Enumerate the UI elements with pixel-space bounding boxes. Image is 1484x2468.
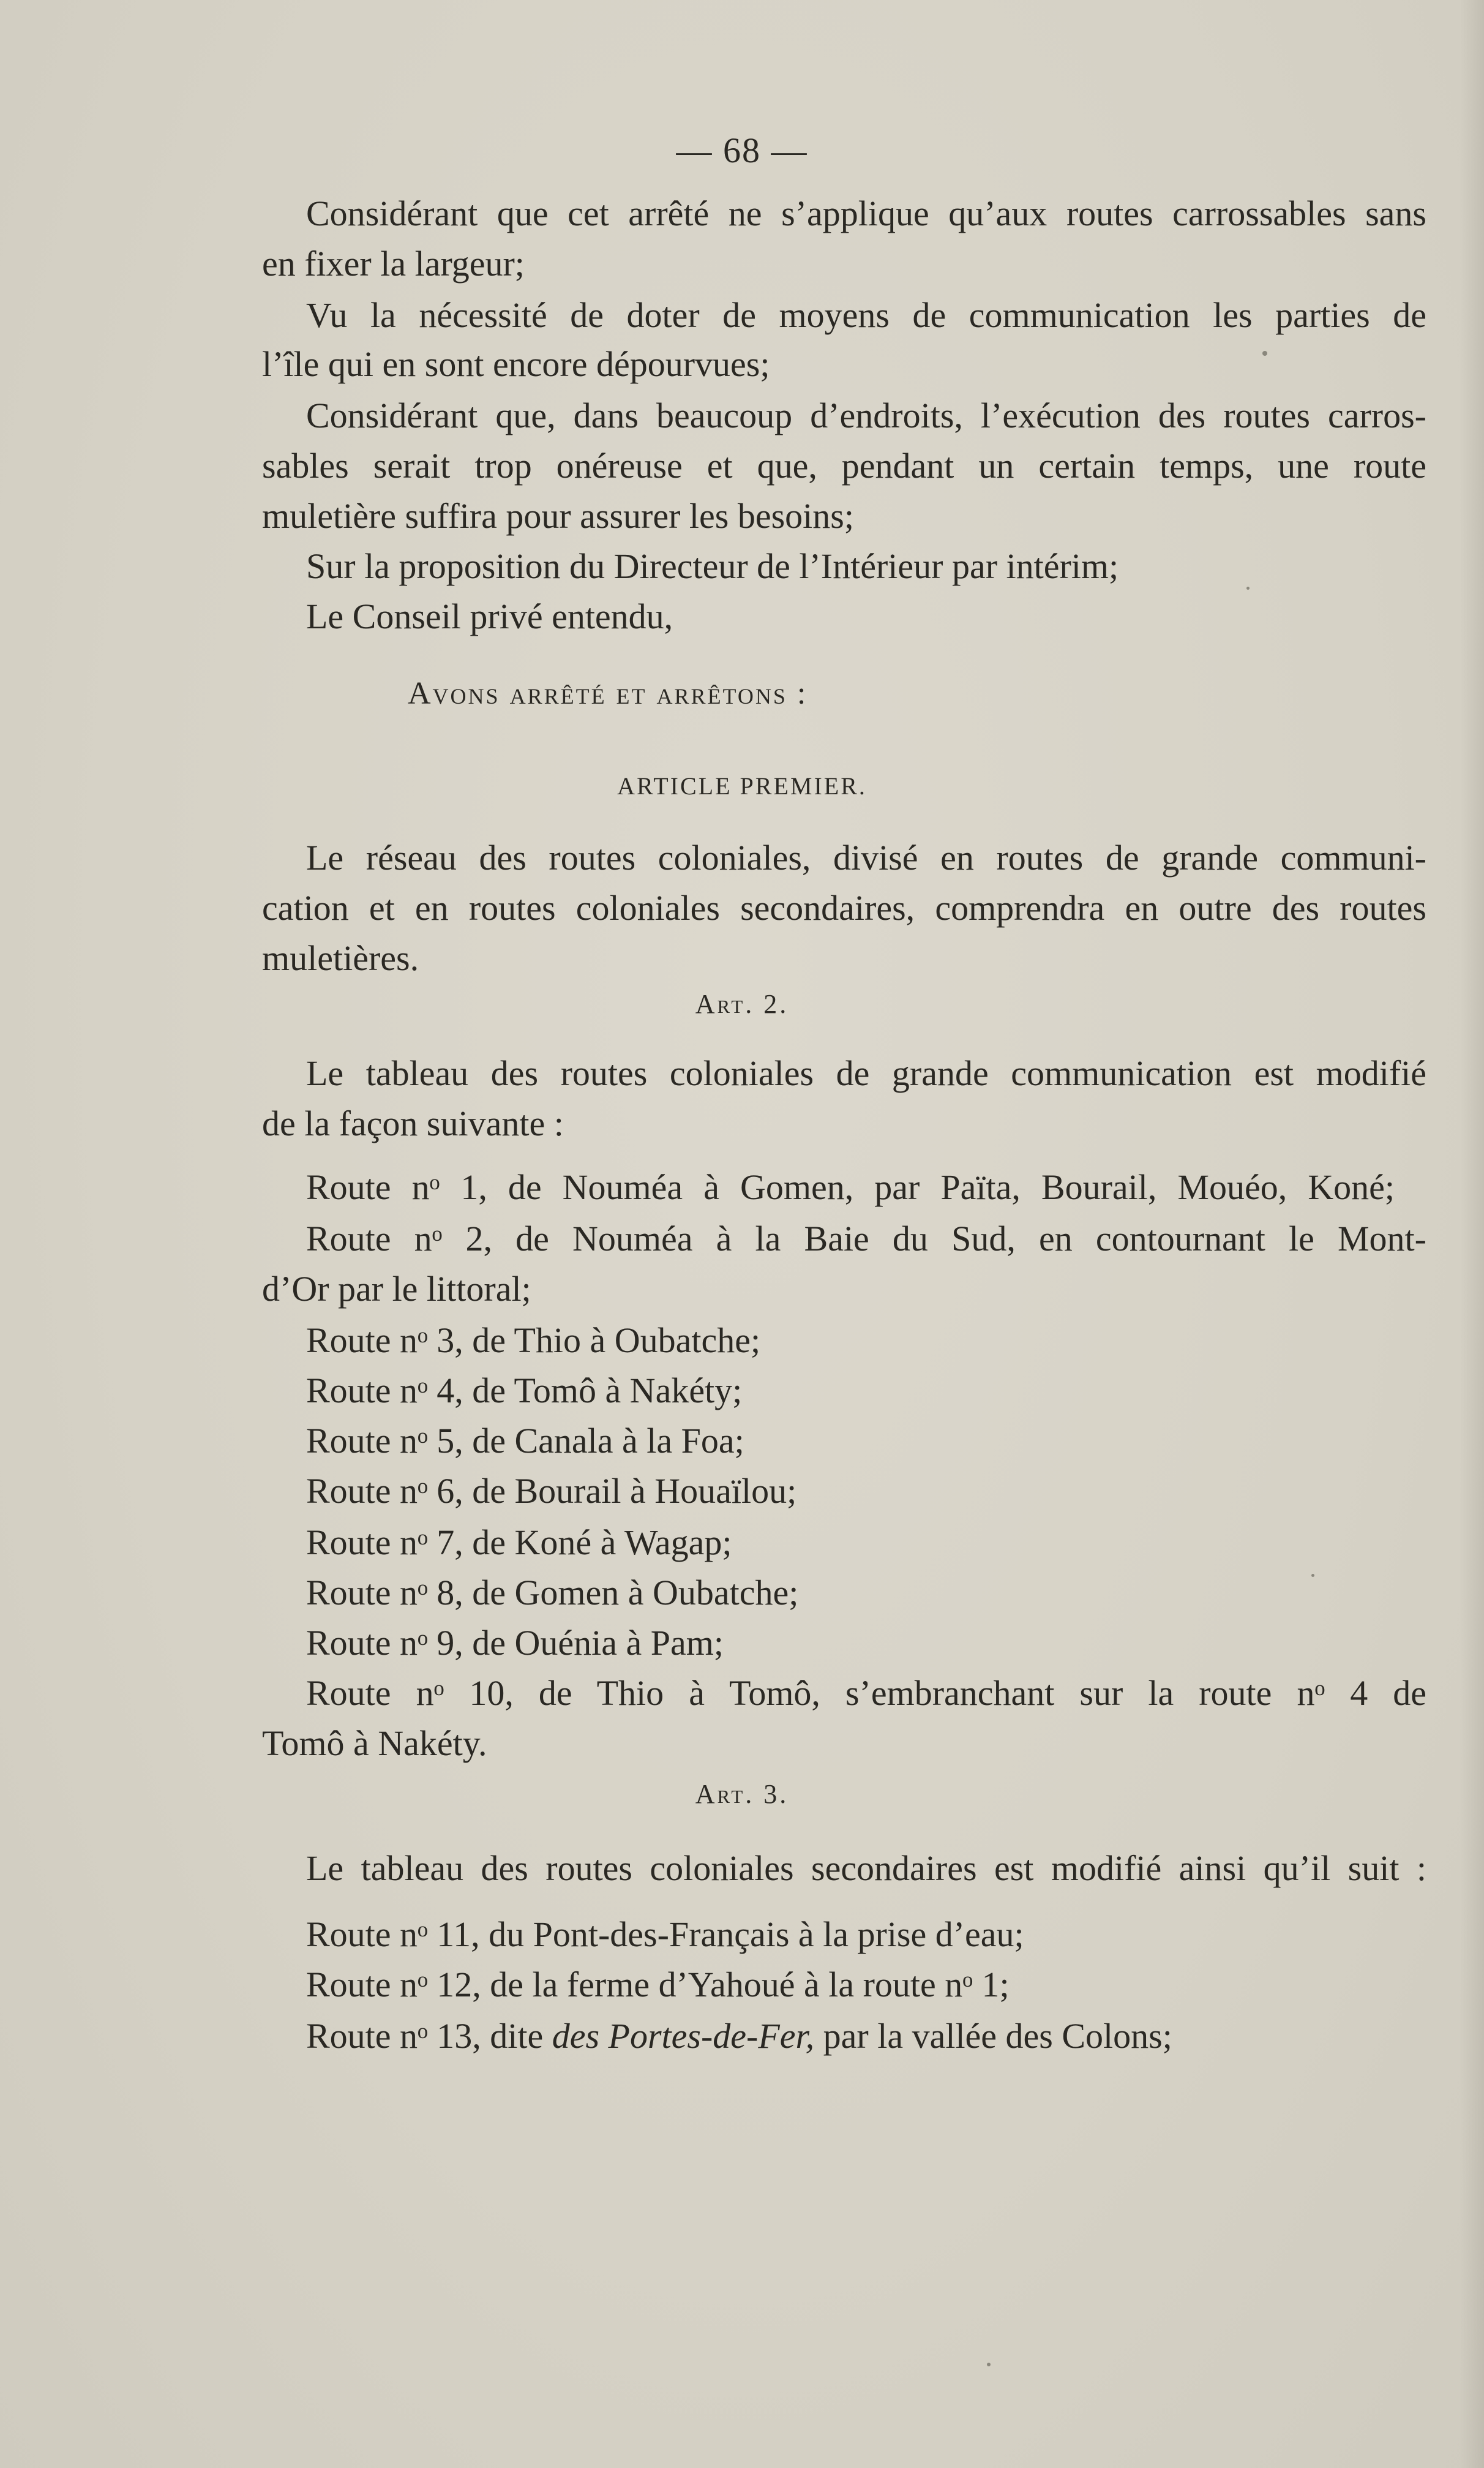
paragraph-line: Le tableau des routes coloniales secondaires est modifié ainsi qu’il suit : [306,1848,1426,1888]
route-line: Route nᵒ 8, de Gomen à Oubatche; [306,1573,799,1612]
paragraph-line: Considérant que cet arrêté ne s’applique qu’aux routes carrossables sans [306,194,1426,233]
paragraph-line: de la façon suivante : [262,1104,564,1143]
route-line [306,2015,1172,2058]
route-line: Route nᵒ 11, du Pont-des-Français à la prise d’eau; [306,1914,1024,1954]
route-text: Route nᵒ 13, dite [306,2016,552,2056]
paragraph-line: Considérant que, dans beaucoup d’endroits, l’exécution des routes carros- [306,396,1426,435]
paragraph-line: muletière suffira pour assurer les besoins; [262,496,854,536]
paragraph-line: cation et en routes coloniales secondaires, comprendra en outre des routes [262,888,1426,928]
paragraph-line: en fixer la largeur; [262,244,525,284]
route-line: Route nᵒ 10, de Thio à Tomô, s’embranchant sur la route nᵒ 4 de [306,1673,1426,1713]
route-line: d’Or par le littoral; [262,1269,531,1309]
paper-speck [1262,351,1267,356]
route-line: Route nᵒ 3, de Thio à Oubatche; [306,1320,761,1360]
route-line: Route nᵒ 5, de Canala à la Foa; [306,1421,744,1461]
route-line: Route nᵒ 1, de Nouméa à Gomen, par Païta, Bourail, Mouéo, Koné; [306,1167,1395,1207]
route-line: Route nᵒ 4, de Tomô à Nakéty; [306,1371,743,1410]
route-line: Route nᵒ 6, de Bourail à Houaïlou; [306,1471,797,1511]
route-line: Route nᵒ 2, de Nouméa à la Baie du Sud, en contournant le Mont- [306,1219,1426,1258]
page-edge-shadow [1460,0,1484,2468]
decree-formula: Avons arrêté et arrêtons : [408,676,808,711]
paragraph-line: Vu la nécessité de doter de moyens de communication les parties de [306,295,1426,335]
paragraph-line: Le tableau des routes coloniales de grande communication est modifié [306,1053,1426,1093]
article-heading: Art. 3. [695,1779,789,1809]
paragraph-line: sables serait trop onéreuse et que, pendant un certain temps, une route [262,446,1426,486]
paragraph-line: Le Conseil privé entendu, [306,596,673,636]
page-number: — 68 — [676,130,808,170]
paper-speck [1311,1574,1314,1577]
article-heading: Art. 2. [695,989,789,1019]
paragraph-line: Le réseau des routes coloniales, divisé en routes de grande communi- [306,838,1426,878]
route-line: Tomô à Nakéty. [262,1723,487,1763]
route-line: Route nᵒ 7, de Koné à Wagap; [306,1522,732,1562]
paper-speck [987,2363,991,2366]
route-line: Route nᵒ 12, de la ferme d’Yahoué à la route nᵒ 1; [306,1965,1010,2004]
paper-speck [1246,587,1250,590]
paragraph-line: l’île qui en sont encore dépourvues; [262,344,770,384]
route-name-italic: des Portes-de-Fer, [552,2016,815,2056]
paragraph-line: Sur la proposition du Directeur de l’Intérieur par intérim; [306,546,1119,586]
paragraph-line: muletières. [262,938,419,978]
article-heading: ARTICLE PREMIER. [617,772,867,800]
route-text: par la vallée des Colons; [814,2016,1172,2056]
route-line: Route nᵒ 9, de Ouénia à Pam; [306,1623,724,1663]
